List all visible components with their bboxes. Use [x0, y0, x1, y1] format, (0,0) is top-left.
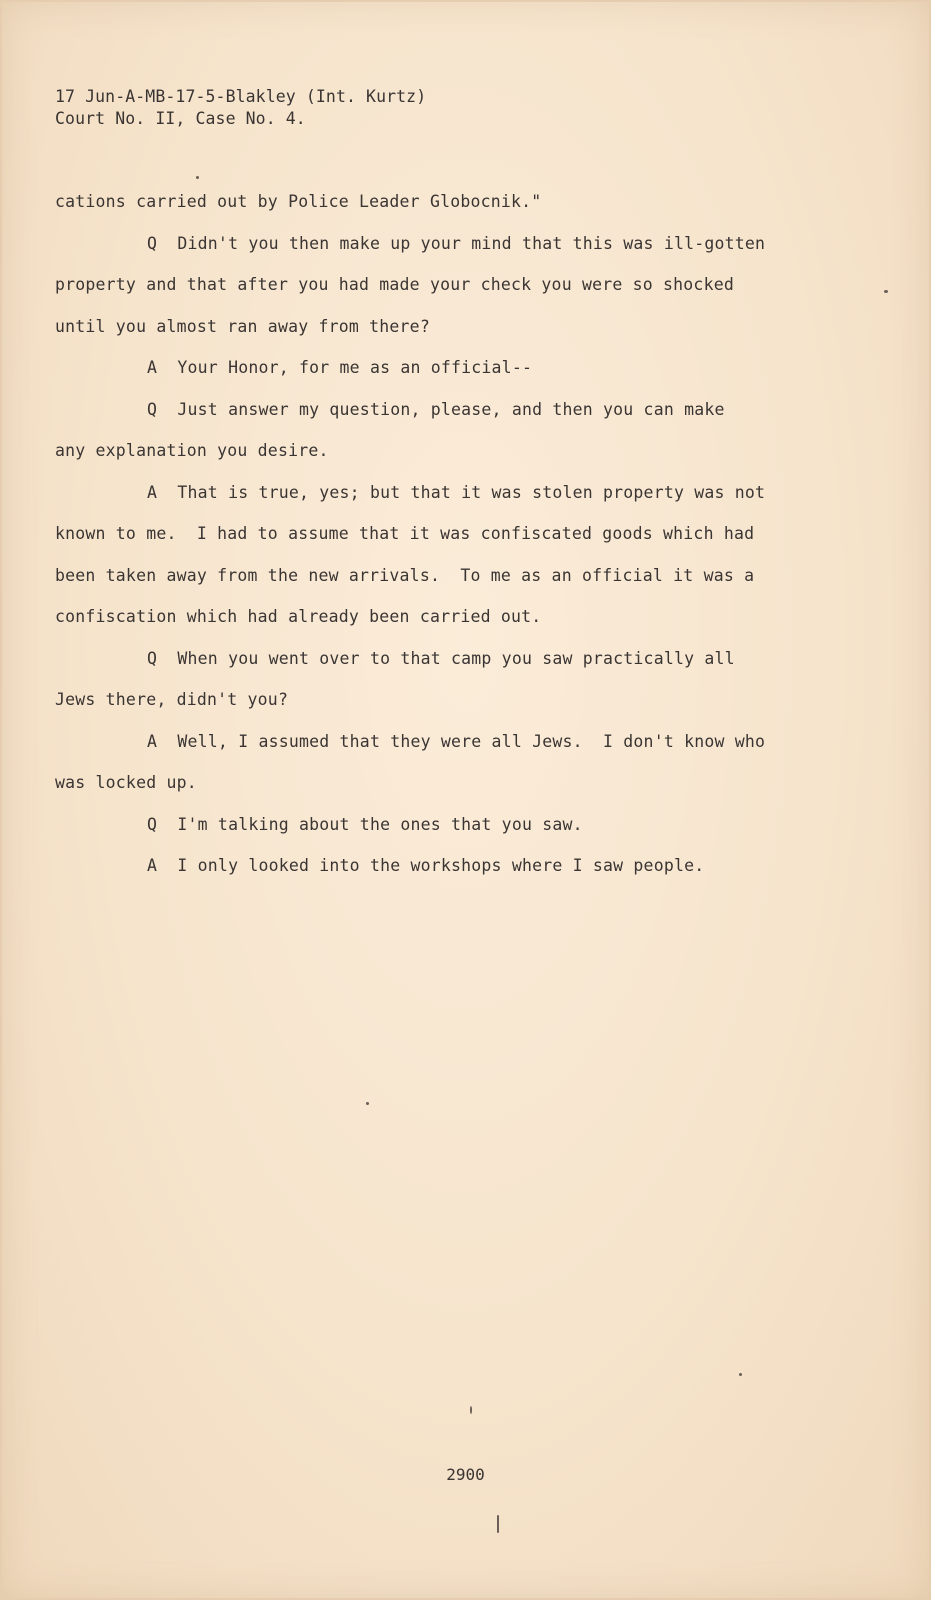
transcript-line: was locked up.: [55, 773, 197, 792]
transcript-question: Q Didn't you then make up your mind that this was ill-gotten: [147, 233, 766, 253]
transcript-line: been taken away from the new arrivals. To me as an official it was a: [55, 565, 755, 585]
transcript-answer: A Well, I assumed that they were all Jews. I don't know who: [147, 731, 766, 751]
paper-speck: [739, 1373, 742, 1376]
transcript-line: any explanation you desire.: [55, 441, 329, 460]
transcript-line: cations carried out by Police Leader Globocnik.": [55, 192, 542, 211]
header-line-session: 17 Jun-A-MB-17-5-Blakley (Int. Kurtz): [55, 87, 427, 106]
transcript-answer: A Your Honor, for me as an official--: [147, 358, 533, 377]
transcript-line: known to me. I had to assume that it was confiscated goods which had: [55, 524, 755, 543]
transcript-line: property and that after you had made your check you were so shocked: [55, 275, 734, 294]
transcript-question: Q Just answer my question, please, and then you can make: [147, 399, 725, 419]
paper-speck: [497, 1515, 499, 1533]
transcript-question: Q When you went over to that camp you saw practically all: [147, 648, 735, 668]
transcript-body: [55, 190, 785, 896]
transcript-line: Jews there, didn't you?: [55, 690, 289, 709]
transcript-answer: A That is true, yes; but that it was stolen property was not: [147, 482, 766, 502]
paper-speck: [470, 1406, 472, 1414]
transcript-answer: A I only looked into the workshops where I saw people.: [147, 856, 705, 875]
page-number: 2900: [446, 1465, 485, 1484]
transcript-question: Q I'm talking about the ones that you saw.: [147, 814, 583, 834]
document-header: [55, 86, 426, 130]
paper-speck: [366, 1102, 369, 1105]
transcript-line: confiscation which had already been carried out.: [55, 607, 542, 626]
header-line-court-case: Court No. II, Case No. 4.: [55, 109, 306, 128]
transcript-line: until you almost ran away from there?: [55, 316, 430, 336]
paper-speck: [884, 290, 888, 293]
paper-speck: [196, 176, 199, 179]
